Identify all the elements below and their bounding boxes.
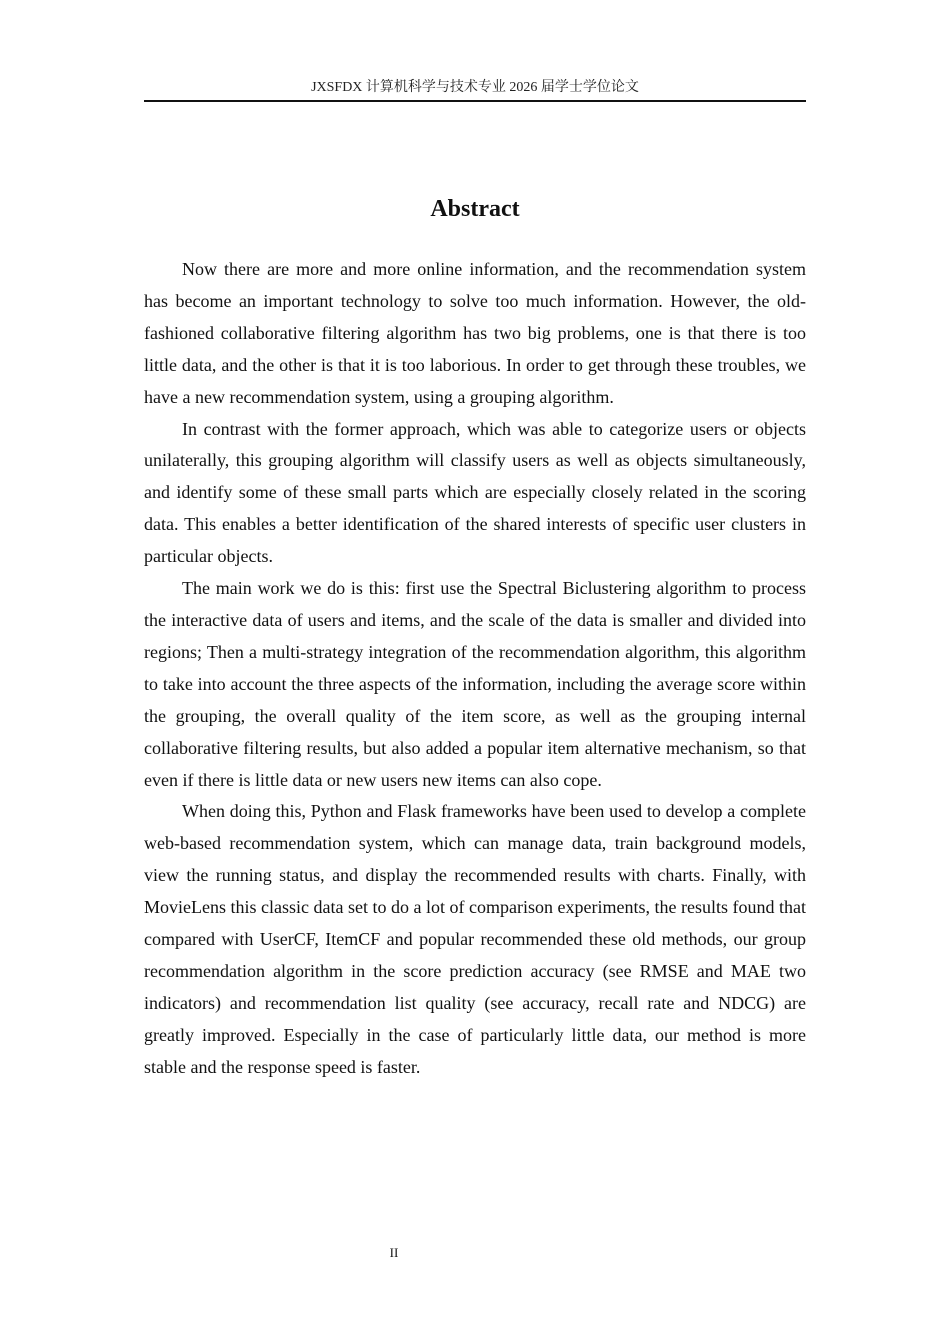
abstract-paragraph-4: When doing this, Python and Flask frameworks have been used to develop a complete web-based recommendation system, which can manage data, train background models, view the running status, and display the recommended results with charts. Finally, with MovieLens this classic data set to do a lot of comparison experiments, the results found that compared with UserCF, ItemCF and popular recommended these old methods, our group recommendation algorithm in the score prediction accuracy (see RMSE and MAE two indicators) and recommendation list quality (see accuracy, recall rate and NDCG) are greatly improved. Especially in the case of particularly little data, our method is more stable and the response speed is faster. xyxy=(144,801,806,1077)
abstract-paragraph-1: Now there are more and more online information, and the recommendation system has become an important technology to solve too much information. However, the old-fashioned collaborative filtering algorithm has two big problems, one is that there is too little data, and the other is that it is too laborious. In order to get through these troubles, we have a new recommendation system, using a grouping algorithm. xyxy=(144,259,806,407)
abstract-paragraph-3: The main work we do is this: first use the Spectral Biclustering algorithm to process the interactive data of users and items, and the scale of the data is smaller and divided into regions; Then a multi-strategy integration of the recommendation algorithm, this algorithm to take into account the three aspects of the information, including the average score within the grouping, the overall quality of the item score, as well as the grouping internal collaborative filtering results, but also added a popular item alternative mechanism, so that even if there is little data or new users new items can also cope. xyxy=(144,578,806,790)
abstract-paragraph-2: In contrast with the former approach, which was able to categorize users or objects unilaterally, this grouping algorithm will classify users as well as objects simultaneously, and identify some of these small parts which are especially closely related in the scoring data. This enables a better identification of the shared interests of specific user clusters in particular objects. xyxy=(144,418,806,567)
running-header: JXSFDX 计算机科学与技术专业 2026 届学士学位论文 xyxy=(311,80,639,95)
abstract-title: Abstract xyxy=(430,196,520,222)
abstract-body xyxy=(144,254,806,1084)
page-number: II xyxy=(389,1245,399,1260)
header-rule xyxy=(144,100,806,102)
